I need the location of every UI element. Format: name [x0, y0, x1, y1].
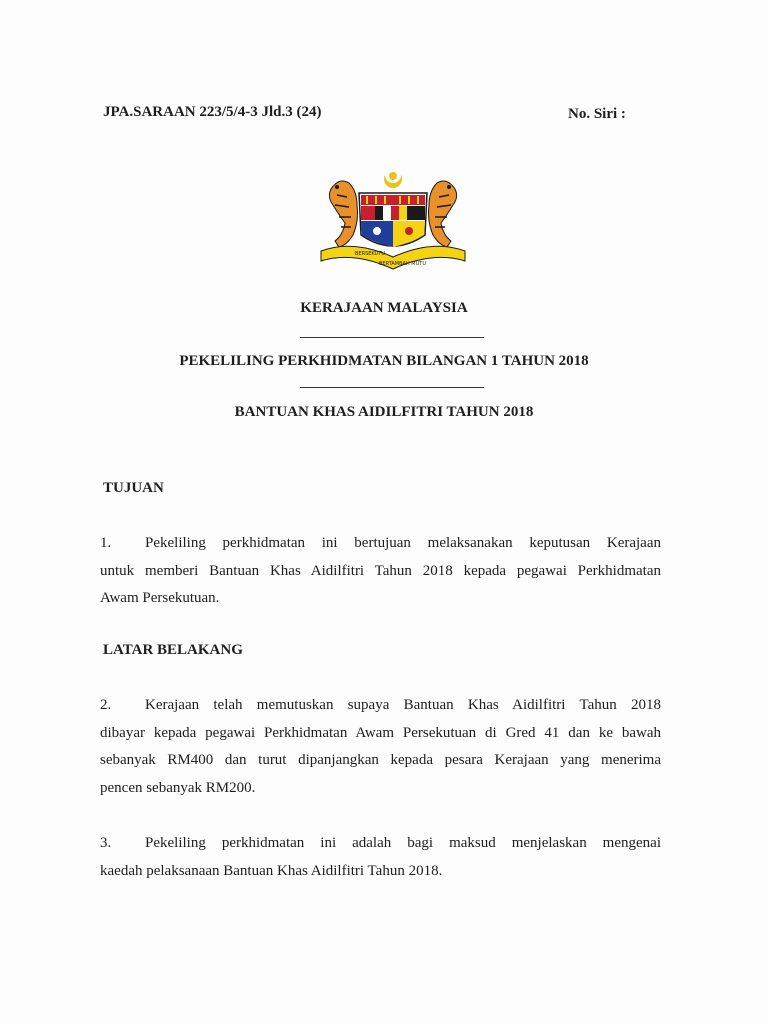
paragraph-text: untuk memberi Bantuan Khas Aidilfitri Tahun 2018 kepada pegawai Perkhidmatan: [100, 562, 661, 579]
paragraph-text: pencen sebanyak RM200.: [100, 779, 256, 796]
coat-of-arms-emblem: [313, 165, 473, 277]
paragraph-number: 3.: [100, 835, 112, 851]
paragraph-text: Pekeliling perkhidmatan ini bertujuan melaksanakan keputusan Kerajaan: [145, 535, 661, 551]
paragraph-2: [100, 692, 661, 802]
paragraph-text: dibayar kepada pegawai Perkhidmatan Awam Persekutuan di Gred 41 dan ke bawah: [100, 724, 661, 741]
subject-title: BANTUAN KHAS AIDILFITRI TAHUN 2018: [234, 404, 534, 420]
paragraph-3: [100, 830, 661, 885]
paragraph-number: 1.: [100, 535, 112, 551]
paragraph-text: kaedah pelaksanaan Bantuan Khas Aidilfitri Tahun 2018.: [100, 862, 443, 879]
reference-number: JPA.SARAAN 223/5/4-3 Jld.3 (24): [103, 104, 322, 120]
purpose-heading: TUJUAN: [103, 480, 164, 496]
paragraph-1: [100, 530, 661, 613]
serial-number-label: No. Siri :: [568, 106, 626, 122]
svg-text:BERSEKUTU: BERSEKUTU: [355, 251, 385, 257]
government-heading: KERAJAAN MALAYSIA: [300, 300, 468, 316]
circular-title: PEKELILING PERKHIDMATAN BILANGAN 1 TAHUN 2018: [179, 353, 589, 369]
divider-line: [300, 337, 484, 338]
paragraph-text: Pekeliling perkhidmatan ini adalah bagi maksud menjelaskan mengenai: [145, 835, 661, 851]
paragraph-text: Awam Persekutuan.: [100, 590, 220, 606]
svg-text:BERTAMBAH MUTU: BERTAMBAH MUTU: [379, 261, 426, 267]
paragraph-text: Kerajaan telah memutuskan supaya Bantuan Khas Aidilfitri Tahun 2018: [145, 697, 661, 713]
divider-line: [300, 387, 484, 388]
paragraph-number: 2.: [100, 697, 112, 713]
background-heading: LATAR BELAKANG: [103, 642, 243, 658]
paragraph-text: sebanyak RM400 dan turut dipanjangkan kepada pesara Kerajaan yang menerima: [100, 752, 661, 768]
